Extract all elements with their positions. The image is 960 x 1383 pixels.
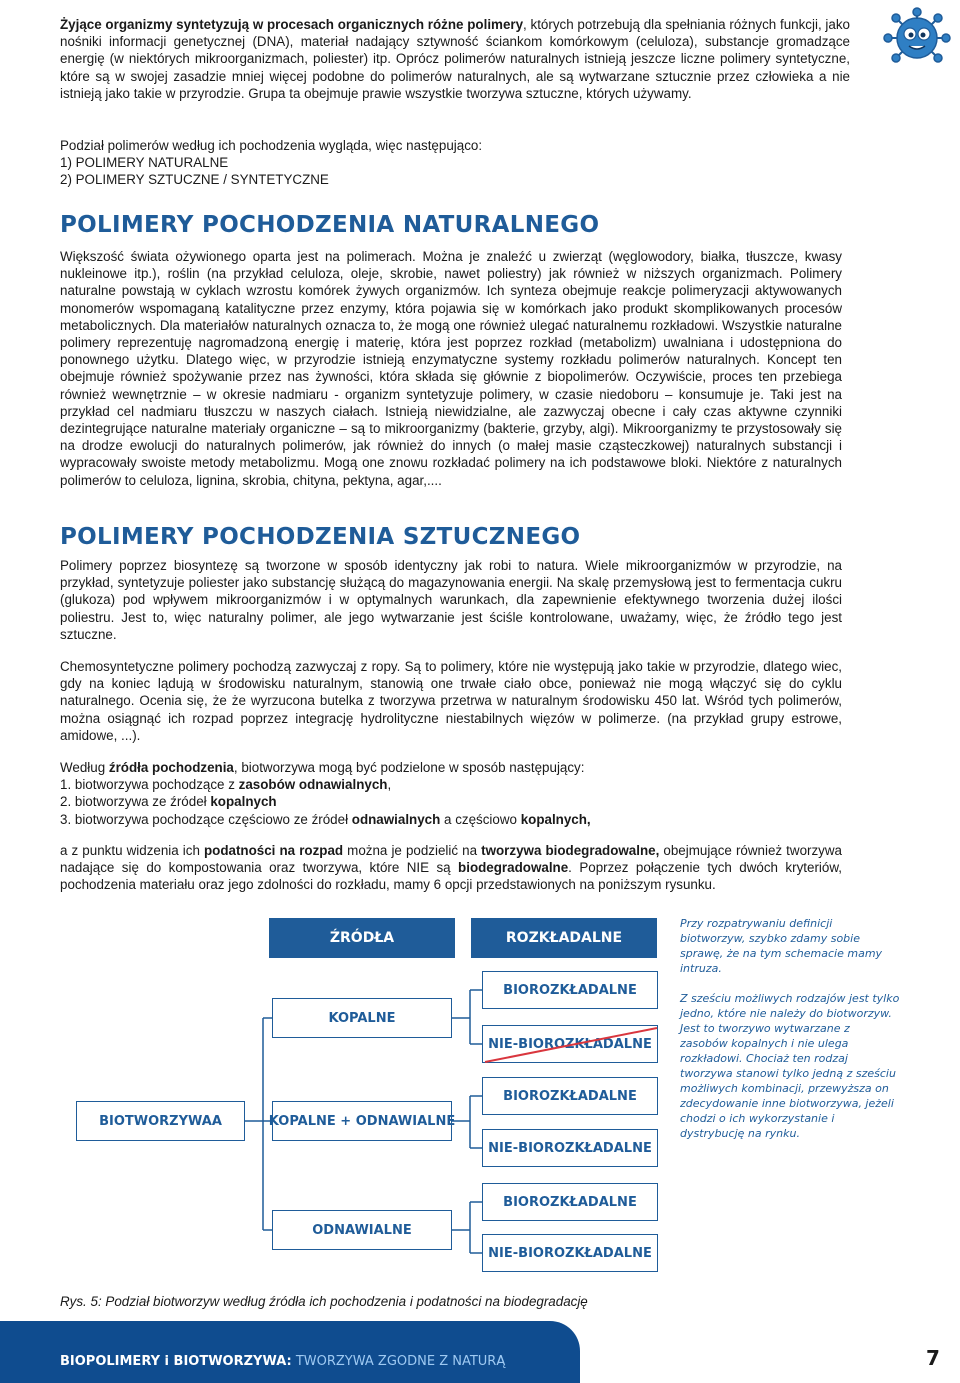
footer-title: BIOPOLIMERY i BIOTWORZYWA: TWORZYWA ZGODNE Z NATURĄ <box>60 1354 506 1369</box>
source-renewable-box: ODNAWIALNE <box>272 1210 452 1250</box>
virus-mascot-icon <box>880 4 954 66</box>
mixed-nonbiodegradable-box: NIE-BIOROZKŁADALNE <box>482 1129 658 1167</box>
renewable-nonbiodegradable-box: NIE-BIOROZKŁADALNE <box>482 1234 658 1272</box>
synthetic-paragraph-1: Polimery poprzez biosyntezę są tworzone w sposób identyczny jak robi to natura. Wiele mikroorganizmów w przyrodzie, na przykład, syntetyzuje poliester jako substancję służącą do magazynowania energii. Na skalę przemysłową jest to fermentacja cukru (glukoza) pod wpływem mikroorganizmów i w optymalnych warunkach, dla zapewnienie efektywnego tworzenia dużej ilości poliestru. Jest to, więc naturalny polimer, ale jego wytwarzanie jest ściśle kontrolowane, uważamy, więc, że źródło tego jest sztuczne. <box>60 558 842 642</box>
diagram-note-1: Przy rozpatrywaniu definicji biotworzyw, szybko zdamy sobie sprawę, że na tym schemacie mamy intruza. <box>680 917 883 975</box>
division-item-synthetic: 2) POLIMERY SZTUCZNE / SYNTETYCZNE <box>60 172 329 188</box>
intro-bold: Żyjące organizmy syntetyzują w procesach organicznych różne polimery <box>60 17 524 32</box>
source-list-item-3: 3. biotworzywa pochodzące częściowo ze źródeł odnawialnych a częściowo kopalnych, <box>60 811 591 827</box>
root-box: BIOTWORZYWAA <box>76 1101 245 1141</box>
natural-paragraph: Większość świata ożywionego oparta jest na polimerach. Można je znaleźć u zwierząt (węglowodory, białka, tłuszcze, kwasy nukleinowe itp.), roślin (na przykład celuloza, oleje, skrobie, nawet poliestry) jak również w niższych organizmach. Polimery naturalne powstają w cyklach wzrostu komórek żywych organizmów. Ich synteza obejmuje reakcje polimeryzacji aktywowanych monomerów wspomaganą katalityczne przez enzymy, która pojawia się w komórkach jako produkt skomplikowanych procesów metabolicznych. Dla materiałów naturalnych oznacza to, że mogą one również ulegać naturalnemu rozkładowi. Wszystkie naturalne polimery reprezentuję nagromadzoną energię i materię, która jest poprzez rozkład (metabolizm) uwalniana i udostępniona do ponownego użytku. Dlatego więc, w przyrodzie istnieją enzymatyczne systemy rozkładu polimerów naturalnych. Koncept ten obejmuje również spożywanie przez nas żywności, która składa się głównie z biopolimerów. Oczywiście, proces ten przebiega również wewnętrznie – w okresie nadmiaru - organizm syntetyzuje polimery, w czasie niedoboru – konsumuje je. Taki jest na przykład cel nadmiaru tłuszczu w naszych ciałach. Istnieją niewidzialne, ale zazwyczaj obecne i cały czas aktywne czynniki dezintegrujące naturalne materiały organiczne – są to mikroorganizmy (bakterie, grzyby, algi). Mikroorganizmy te przystosowały się na drodze ewolucji do naturalnych polimerów, jak również do innych (o małej masie cząsteczkowej) naturalnych substancji i wypracowały swoiste metody metabolizmu. Mogą one znowu rozkładać polimery na ich podstawowe bloki. Niektóre z naturalnych polimerów to celuloza, lignina, skrobia, chityna, pektyna, agar,.... <box>60 249 842 488</box>
source-list-intro: Według źródła pochodzenia, biotworzywa mogą być podzielone w sposób następujący: <box>60 760 585 775</box>
page-number: 7 <box>926 1346 940 1370</box>
division-list <box>60 137 482 189</box>
decomposition-paragraph: a z punktu widzenia ich podatności na rozpad można je podzielić na tworzywa biodegradowalne, obejmujące również tworzywa nadające się do kompostowania oraz tworzywa, które NIE są biodegradowalne. Poprzez połączenie tych dwóch kryteriów, pochodzenia materiału oraz jego zdolności do rozkładu, mamy 6 opcji przedstawionych na poniższym rysunku. <box>60 843 842 893</box>
source-fossil-box: KOPALNE <box>272 998 452 1038</box>
source-list <box>60 759 591 828</box>
source-list-item-2: 2. biotworzywa ze źródeł kopalnych <box>60 794 277 810</box>
source-mixed-box: KOPALNE + ODNAWIALNE <box>272 1101 452 1141</box>
synthetic-paragraph-2: Chemosyntetyczne polimery pochodzą zazwyczaj z ropy. Są to polimery, które nie występują jako takie w przyrodzie, dlatego wiec, gdy na koniec lądują w środowisku naturalnym, stanowią one trwałe ciało obce, ponieważ nie mogą włączyć się do cyklu naturalnego. Ocenia się, że że wyrzucona butelka z tworzywa przetrwa w naturalnym środowisku 450 lat. Wśród tych polimerów, można osiągnąć ich rozpad poprzez integrację hydrolityczne niestabilnych więzów w polimerze. (na przykład grupy estrowe, amidowe, ...). <box>60 659 842 743</box>
source-list-item-1: 1. biotworzywa pochodzące z zasobów odnawialnych, <box>60 777 392 793</box>
division-intro: Podział polimerów według ich pochodzenia wygląda, więc następująco: <box>60 138 483 153</box>
fossil-biodegradable-box: BIOROZKŁADALNE <box>482 971 658 1009</box>
heading-synthetic: POLIMERY POCHODZENIA SZTUCZNEGO <box>60 524 581 550</box>
header-decomposable: ROZKŁADALNE <box>471 918 657 958</box>
mixed-biodegradable-box: BIOROZKŁADALNE <box>482 1077 658 1115</box>
renewable-biodegradable-box: BIOROZKŁADALNE <box>482 1183 658 1221</box>
intro-rest: , których potrzebują dla spełniania różnych funkcji, jako nośniki informacji genetycznej (DNA), materiał nadający sztywność ściankom komórkowym (celuloza), substancje gromadzące energię (w niektórych mikroorganizmach, poliester) itp. Oprócz polimerów naturalnych istnieją jeszcze liczne polimery syntetyczne, które są w swojej zasadzie mniej więcej podobne do polimerów naturalnych, ale są wytwarzane sztucznie przez człowieka a nie istnieją jako takie w przyrodzie. Grupa ta obejmuje prawie wszystkie tworzywa sztuczne, których używamy. <box>60 17 850 101</box>
heading-natural: POLIMERY POCHODZENIA NATURALNEGO <box>60 212 600 238</box>
diagram-note-2: Z sześciu możliwych rodzajów jest tylko jedno, które nie należy do biotworzyw. Jest to tworzywo wytwarzane z zasobów kopalnych i nie ulega rozkładowi. Chociaż ten rodzaj tworzywa stanowi tylko jedną z sześciu możliwych kombinacji, przewyższa on zdecydowanie inne biotworzywa, jeżeli chodzi o ich wykorzystanie i dystrybucję na rynku. <box>680 992 900 1140</box>
cross-out-line <box>483 1026 659 1064</box>
intro-paragraph <box>60 16 850 102</box>
figure-caption: Rys. 5: Podział biotworzyw według źródła ich pochodzenia i podatności na biodegradację <box>60 1294 588 1309</box>
division-item-natural: 1) POLIMERY NATURALNE <box>60 155 229 171</box>
header-source: ŹRÓDŁA <box>269 918 455 958</box>
footer-bar <box>0 1321 580 1383</box>
fossil-nonbiodegradable-box: NIE-BIOROZKŁADALNE <box>482 1025 658 1063</box>
